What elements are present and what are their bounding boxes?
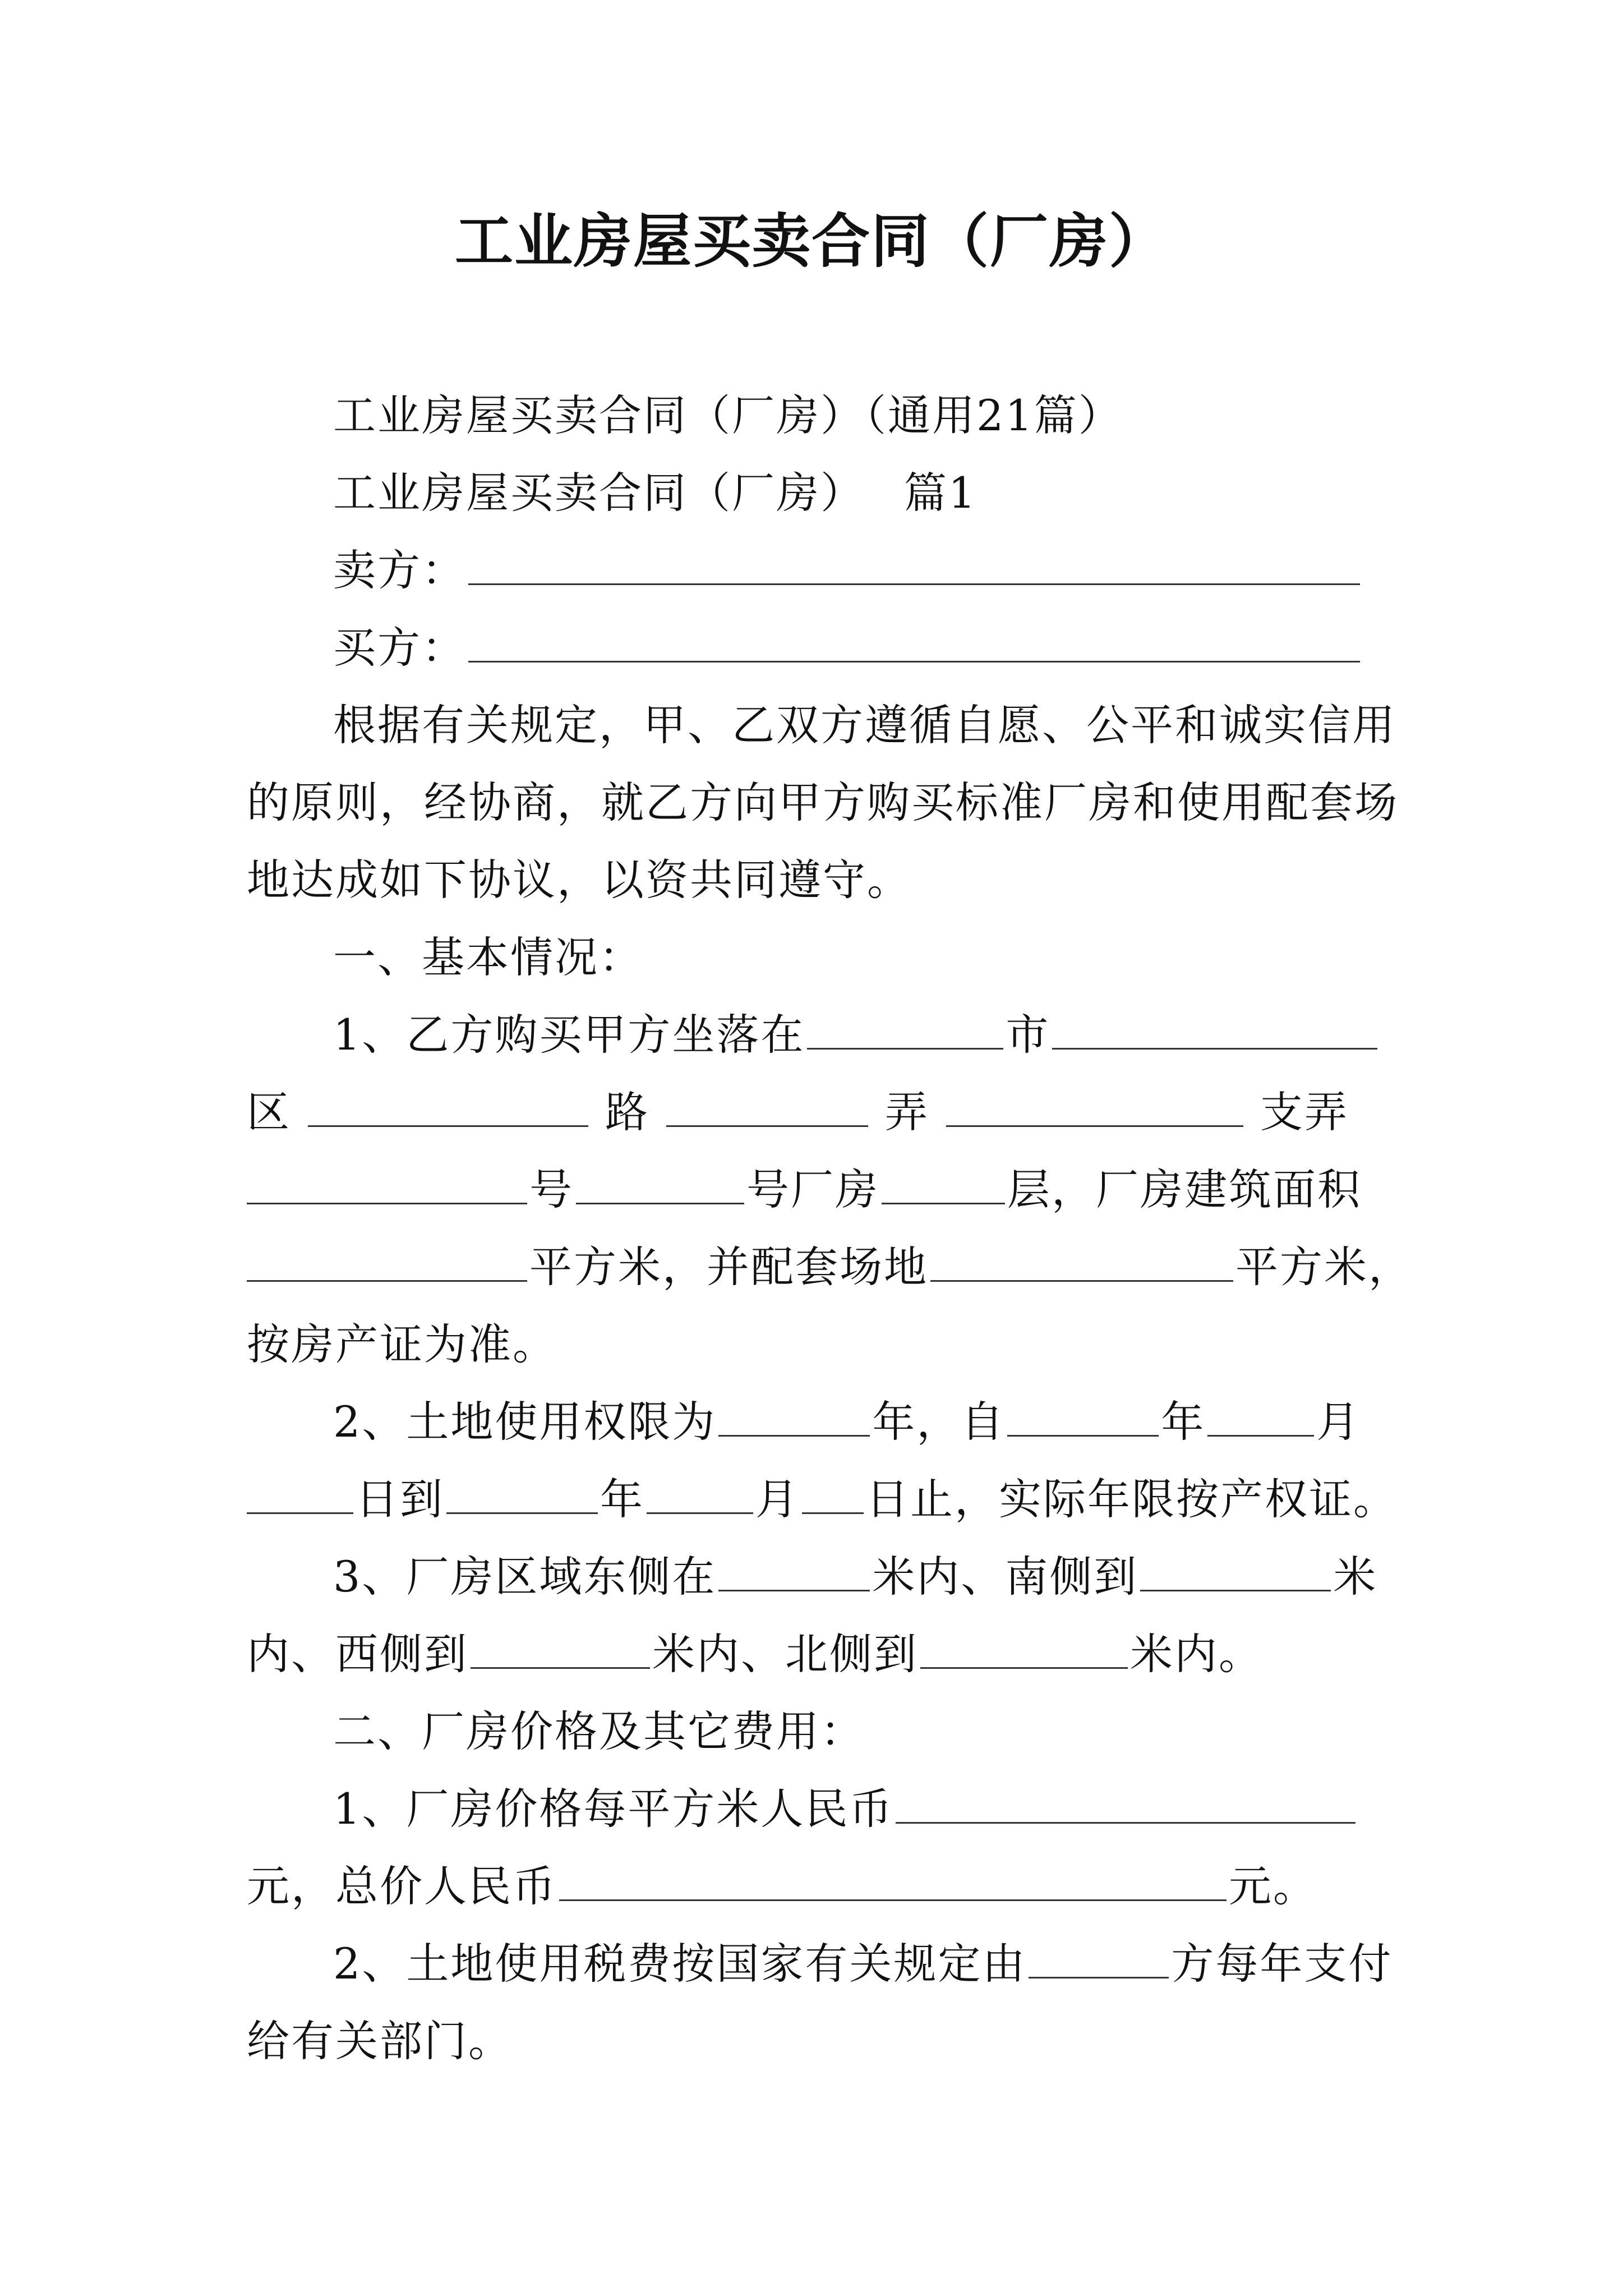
blank-building-area (247, 1280, 527, 1282)
part-number: 篇1 (904, 468, 978, 518)
preamble-line-1: 根据有关规定，甲、乙双方遵循自愿、公平和诚实信用 (333, 700, 1396, 750)
s2-item2-line-2: 给有关部门。 (247, 2016, 513, 2066)
s1-item1-text-h: 号厂房 (746, 1165, 879, 1214)
blank-north (920, 1667, 1128, 1669)
s2-item2-text-b: 方每年支付 (1171, 1939, 1393, 1989)
s1-item1-line-5: 按房产证为准。 (247, 1319, 557, 1369)
blank-east (718, 1589, 870, 1591)
s1-item1-text-e: 弄 (885, 1087, 929, 1137)
s2-item2-line-1 (247, 1925, 1393, 2003)
s1-item1-line-2 (247, 1074, 1380, 1151)
blank-number (247, 1202, 527, 1204)
s1-item1-line-4 (247, 1228, 1413, 1306)
blank-start-month (1207, 1434, 1314, 1437)
seller-label: 卖方： (333, 545, 466, 595)
subtitle: 工业房屋买卖合同（厂房）（通用21篇） (333, 390, 1123, 440)
blank-district (1052, 1047, 1377, 1050)
s1-item2-text-e: 日到 (356, 1474, 444, 1524)
blank-unit-price (896, 1821, 1355, 1824)
s1-item3-text-c: 米 (1333, 1552, 1378, 1602)
blank-city (807, 1047, 1003, 1050)
s1-item1-text-i: 层，厂房建筑面积 (1007, 1165, 1362, 1214)
blank-building-number (576, 1202, 744, 1204)
s1-item2-text-g: 月 (755, 1474, 800, 1524)
buyer-label: 买方： (333, 623, 466, 673)
s1-item1-text-a: 1、乙方购买甲方坐落在 (333, 1010, 805, 1060)
blank-end-month (647, 1512, 753, 1514)
s2-item1-line-2 (247, 1848, 1380, 1925)
s2-item1-text-a: 1、厂房价格每平方米人民币 (333, 1784, 894, 1834)
blank-site-area (930, 1280, 1233, 1282)
s1-item2-text-a: 2、土地使用权限为 (333, 1397, 717, 1447)
blank-total-price (559, 1899, 1227, 1901)
s2-item1-text-c: 元。 (1229, 1861, 1317, 1911)
blank-end-year (446, 1512, 598, 1514)
part-label: 工业房屋买卖合同（厂房） (333, 468, 865, 518)
s1-item1-text-d: 路 (605, 1087, 649, 1137)
s2-item1-text-b: 元，总价人民币 (247, 1861, 557, 1911)
s1-item2-text-h: 日止，实际年限按产权证。 (866, 1474, 1398, 1524)
s1-item1-text-c: 区 (247, 1087, 291, 1137)
s1-item2-line-1 (247, 1383, 1380, 1461)
buyer-blank (468, 660, 1360, 662)
document-title: 工业房屋买卖合同（厂房） (454, 207, 1168, 275)
blank-start-day (247, 1512, 353, 1514)
blank-road (308, 1125, 588, 1127)
s1-item3-text-d: 内、西侧到 (247, 1629, 468, 1679)
s1-item1-line-3 (247, 1151, 1380, 1228)
blank-tax-party (1029, 1976, 1169, 1978)
s1-item1-text-j: 平方米，并配套场地 (529, 1242, 928, 1292)
s1-item3-text-f: 米内。 (1130, 1629, 1263, 1679)
seller-line (247, 532, 1380, 609)
s1-item2-text-f: 年 (600, 1474, 644, 1524)
blank-term-years (718, 1434, 870, 1437)
blank-lane (666, 1125, 868, 1127)
s1-item2-text-c: 年 (1161, 1397, 1206, 1447)
s1-item2-text-b: 年，自 (872, 1397, 1006, 1447)
s1-item3-text-e: 米内、北侧到 (652, 1629, 918, 1679)
buyer-line (247, 609, 1380, 687)
blank-south (1140, 1589, 1331, 1591)
document-body (247, 377, 1413, 2080)
seller-blank (468, 583, 1360, 585)
section1-heading: 一、基本情况： (333, 932, 643, 982)
s1-item3-text-b: 米内、南侧到 (872, 1552, 1138, 1602)
preamble-line-3: 地达成如下协议，以资共同遵守。 (247, 855, 911, 905)
s1-item3-text-a: 3、厂房区域东侧在 (333, 1552, 717, 1602)
s1-item2-line-2 (247, 1461, 1398, 1538)
part-heading (247, 454, 1380, 532)
blank-end-day (802, 1512, 864, 1514)
s1-item2-text-d: 月 (1316, 1397, 1361, 1447)
s1-item1-text-b: 市 (1006, 1010, 1050, 1060)
s1-item3-line-2 (247, 1616, 1380, 1693)
blank-start-year (1007, 1434, 1159, 1437)
s1-item1-text-k: 平方米， (1235, 1242, 1413, 1292)
s1-item1-text-g: 号 (529, 1165, 574, 1214)
blank-west (471, 1667, 650, 1669)
blank-floor (882, 1202, 1005, 1204)
s1-item1-text-f: 支弄 (1260, 1087, 1349, 1137)
s2-item2-text-a: 2、土地使用税费按国家有关规定由 (333, 1939, 1027, 1989)
s1-item3-line-1 (247, 1538, 1380, 1616)
preamble-line-2: 的原则，经协商，就乙方向甲方购买标准厂房和使用配套场 (247, 777, 1399, 827)
section2-heading: 二、厂房价格及其它费用： (333, 1706, 865, 1756)
s2-item1-line-1 (247, 1770, 1380, 1848)
s1-item1-line-1 (247, 996, 1380, 1074)
blank-sublane (946, 1125, 1243, 1127)
